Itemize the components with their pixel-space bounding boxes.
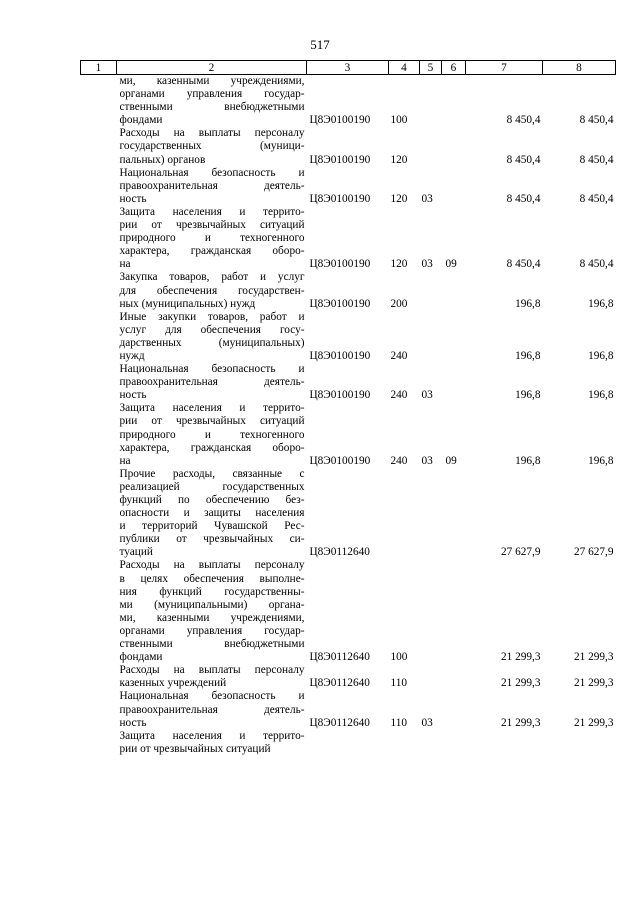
row-code: Ц8Э0100190 (309, 258, 371, 271)
row-name (117, 311, 307, 363)
row-name-line: Расходы на выплаты персоналу (119, 664, 305, 677)
row-subsection (442, 311, 466, 363)
row-section: 03 (421, 716, 433, 729)
row-name-line: Прочие расходы, связанные с (119, 467, 305, 480)
row-amount-executed: 196,8 (588, 349, 614, 362)
row-name-line: Расходы на выплаты персоналу (119, 127, 305, 140)
row-name (117, 271, 307, 310)
row-amount-approved: 8 450,4 (506, 258, 541, 271)
row-name-line: публики от чрезвычайных си- (119, 533, 305, 546)
row-subsection (442, 363, 466, 402)
row-name (117, 690, 307, 729)
table-row (81, 690, 616, 729)
row-name-line: Закупка товаров, работ и услуг (119, 271, 305, 284)
row-name-line: туаций (119, 546, 153, 559)
row-expense-type (389, 730, 420, 756)
row-amount-executed: 21 299,3 (573, 651, 614, 664)
row-code: Ц8Э0100190 (309, 192, 371, 205)
row-name-line: ность (119, 192, 147, 205)
row-subsection (442, 271, 466, 310)
row-section (420, 311, 442, 363)
table-row (81, 271, 616, 310)
row-code: Ц8Э0100190 (309, 153, 371, 166)
row-section (420, 559, 442, 664)
row-name-line: ния функций государственны- (119, 585, 305, 598)
header-col-3: 3 (307, 61, 389, 75)
row-name-line: опасности и защиты населения (119, 507, 305, 520)
row-expense-type: 100 (390, 651, 408, 664)
row-subsection (442, 468, 466, 560)
table-row (81, 167, 616, 206)
row-section: 03 (421, 389, 433, 402)
row-name (117, 167, 307, 206)
row-amount-approved: 21 299,3 (500, 651, 541, 664)
row-amount-approved: 196,8 (515, 454, 541, 467)
row-code: Ц8Э0100190 (309, 114, 371, 127)
row-expense-type: 110 (390, 716, 408, 729)
row-amount-executed: 196,8 (588, 297, 614, 310)
row-code: Ц8Э0100190 (309, 454, 371, 467)
row-code: Ц8Э0112640 (309, 651, 370, 664)
row-name-line: ных (муниципальных) нужд (119, 297, 256, 310)
row-expense-type: 100 (390, 114, 408, 127)
row-name-line: ность (119, 716, 147, 729)
row-subsection (442, 75, 466, 128)
row-name-line: реализацией государственных (119, 480, 305, 493)
cell-col-1 (81, 167, 117, 206)
row-name-line: рии от чрезвычайных ситуаций (119, 742, 271, 755)
row-subsection: 09 (445, 454, 457, 467)
row-name-line: ность (119, 389, 147, 402)
row-name-line: на (119, 454, 131, 467)
row-code: Ц8Э0100190 (309, 389, 371, 402)
row-name-line: природного и техногенного (119, 428, 305, 441)
budget-table (80, 60, 616, 756)
row-name (117, 206, 307, 271)
row-expense-type: 240 (390, 454, 408, 467)
row-name-line: Национальная безопасность и (119, 166, 305, 179)
cell-col-1 (81, 271, 117, 310)
row-code: Ц8Э0100190 (309, 297, 371, 310)
row-section: 03 (421, 454, 433, 467)
row-amount-executed: 8 450,4 (579, 114, 614, 127)
row-name (117, 664, 307, 690)
cell-col-1 (81, 730, 117, 756)
table-row (81, 206, 616, 271)
cell-col-1 (81, 559, 117, 664)
row-expense-type: 240 (390, 349, 408, 362)
row-name-line: Национальная безопасность и (119, 363, 305, 376)
header-col-7: 7 (466, 61, 543, 75)
row-name (117, 468, 307, 560)
row-name-line: в целях обеспечения выполне- (119, 572, 305, 585)
row-name-line: ми, казенными учреждениями, (119, 75, 305, 87)
row-expense-type (389, 468, 420, 560)
row-name-line: рии от чрезвычайных ситуаций (119, 415, 305, 428)
row-amount-approved: 8 450,4 (506, 192, 541, 205)
row-section (420, 271, 442, 310)
row-name (117, 559, 307, 664)
header-col-6: 6 (442, 61, 466, 75)
row-amount-executed: 21 299,3 (573, 677, 614, 690)
row-amount-executed: 196,8 (588, 389, 614, 402)
row-code: Ц8Э0112640 (309, 716, 370, 729)
row-amount-approved: 21 299,3 (500, 716, 541, 729)
row-amount-approved: 196,8 (515, 297, 541, 310)
row-name-line: государственных (муници- (119, 140, 305, 153)
row-name-line: природного и техногенного (119, 232, 305, 245)
table-row (81, 311, 616, 363)
row-name-line: нужд (119, 349, 145, 362)
row-name-line: дарственных (муниципальных) (119, 336, 305, 349)
row-name-line: Защита населения и террито- (119, 402, 305, 415)
row-name-line: ми (муниципальными) органа- (119, 598, 305, 611)
header-col-4: 4 (389, 61, 420, 75)
row-amount-approved: 196,8 (515, 349, 541, 362)
row-name-line: ственными внебюджетными (119, 638, 305, 651)
row-expense-type: 110 (390, 677, 408, 690)
row-name-line: Защита населения и террито- (119, 205, 305, 218)
row-name-line: правоохранительная деятель- (119, 703, 305, 716)
row-expense-type: 200 (390, 297, 408, 310)
row-name (117, 402, 307, 467)
row-name-line: правоохранительная деятель- (119, 179, 305, 192)
row-amount-executed: 196,8 (588, 454, 614, 467)
cell-col-1 (81, 664, 117, 690)
row-amount-executed: 8 450,4 (579, 258, 614, 271)
table-row (81, 730, 616, 756)
row-code: Ц8Э0112640 (309, 677, 370, 690)
row-name-line: ми, казенными учреждениями, (119, 611, 305, 624)
cell-col-1 (81, 206, 117, 271)
row-name (117, 730, 307, 756)
row-amount-executed: 8 450,4 (579, 153, 614, 166)
row-name-line: Иные закупки товаров, работ и (119, 310, 305, 323)
row-code: Ц8Э0112640 (309, 546, 370, 559)
row-name (117, 127, 307, 166)
cell-col-1 (81, 363, 117, 402)
row-name-line: рии от чрезвычайных ситуаций (119, 219, 305, 232)
row-name (117, 75, 307, 128)
row-amount-approved: 21 299,3 (500, 677, 541, 690)
row-expense-type: 240 (390, 389, 408, 402)
row-code: Ц8Э0100190 (309, 349, 371, 362)
cell-col-1 (81, 402, 117, 467)
row-amount-executed: 21 299,3 (573, 716, 614, 729)
row-subsection (442, 690, 466, 729)
row-amount-approved: 8 450,4 (506, 114, 541, 127)
row-name-line: фондами (119, 114, 163, 127)
header-row (81, 61, 616, 75)
row-section (420, 75, 442, 128)
row-name-line: казенных учреждений (119, 677, 227, 690)
cell-col-1 (81, 468, 117, 560)
table-row (81, 75, 616, 128)
cell-col-1 (81, 311, 117, 363)
cell-col-1 (81, 75, 117, 128)
row-amount-executed (543, 730, 616, 756)
row-amount-executed: 8 450,4 (579, 192, 614, 205)
table-row (81, 127, 616, 166)
row-section: 03 (421, 192, 433, 205)
row-name-line: ственными внебюджетными (119, 101, 305, 114)
row-subsection (442, 167, 466, 206)
row-name-line: характера, гражданская оборо- (119, 245, 305, 258)
row-name-line: правоохранительная деятель- (119, 376, 305, 389)
row-name-line: характера, гражданская оборо- (119, 441, 305, 454)
row-amount-approved: 27 627,9 (500, 546, 541, 559)
row-name-line: и территорий Чувашской Рес- (119, 520, 305, 533)
row-subsection: 09 (445, 258, 457, 271)
cell-col-1 (81, 690, 117, 729)
row-code (307, 730, 389, 756)
row-section (420, 127, 442, 166)
row-name-line: для обеспечения государствен- (119, 284, 305, 297)
row-name-line: на (119, 258, 131, 271)
row-name-line: органами управления государ- (119, 624, 305, 637)
row-section (420, 468, 442, 560)
row-name-line: функций по обеспечению без- (119, 494, 305, 506)
row-amount-executed: 27 627,9 (573, 546, 614, 559)
row-amount-approved (466, 730, 543, 756)
row-section (420, 730, 442, 756)
header-col-2: 2 (117, 61, 307, 75)
table-row (81, 363, 616, 402)
row-amount-approved: 8 450,4 (506, 153, 541, 166)
cell-col-1 (81, 127, 117, 166)
table-row (81, 664, 616, 690)
row-name-line: пальных) органов (119, 153, 206, 166)
table-row (81, 559, 616, 664)
row-name-line: услуг для обеспечения госу- (119, 323, 305, 336)
header-col-1: 1 (81, 61, 117, 75)
page-number: 517 (310, 37, 330, 52)
row-subsection (442, 664, 466, 690)
table-row (81, 402, 616, 467)
row-subsection (442, 127, 466, 166)
header-col-5: 5 (420, 61, 442, 75)
row-name-line: Защита населения и террито- (119, 729, 305, 742)
row-subsection (442, 559, 466, 664)
row-name (117, 363, 307, 402)
row-expense-type: 120 (390, 258, 408, 271)
table-row (81, 468, 616, 560)
header-col-8: 8 (543, 61, 616, 75)
row-subsection (442, 730, 466, 756)
row-expense-type: 120 (390, 192, 408, 205)
row-section: 03 (421, 258, 433, 271)
row-amount-approved: 196,8 (515, 389, 541, 402)
row-section (420, 664, 442, 690)
row-name-line: Национальная безопасность и (119, 690, 305, 703)
row-name-line: Расходы на выплаты персоналу (119, 559, 305, 572)
row-name-line: фондами (119, 651, 163, 664)
row-expense-type: 120 (390, 153, 408, 166)
row-name-line: органами управления государ- (119, 88, 305, 101)
